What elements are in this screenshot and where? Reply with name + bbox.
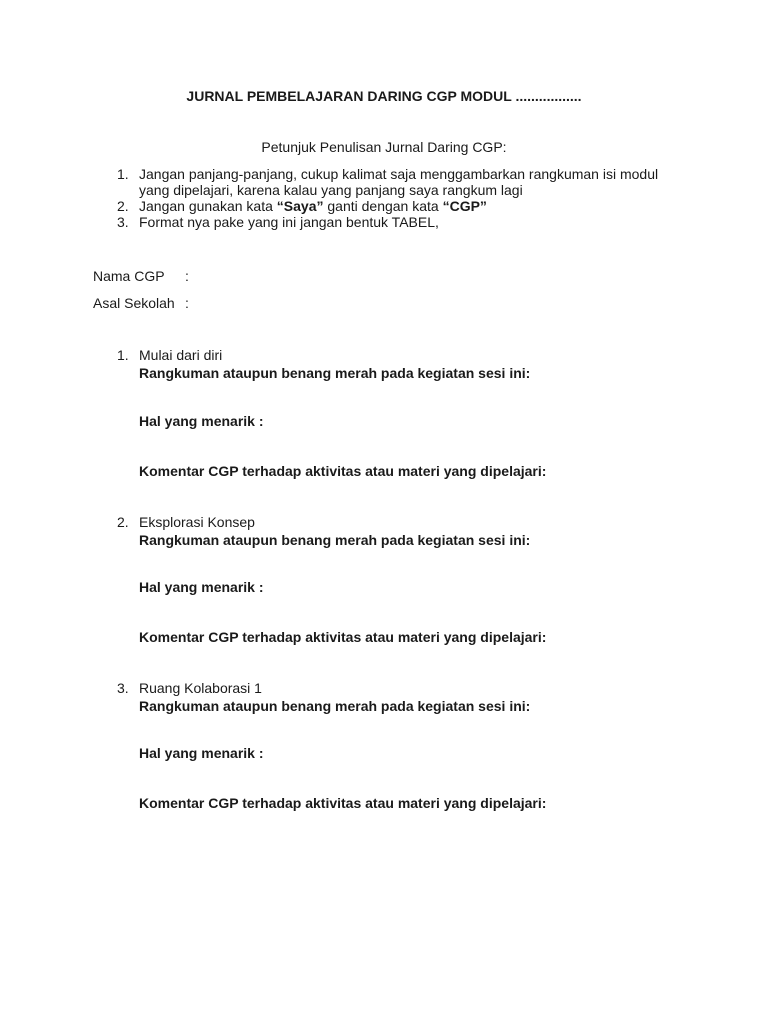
instruction-text <box>139 166 677 198</box>
section-eksplorasi-konsep <box>117 513 697 549</box>
section-number: 2. <box>117 514 129 530</box>
instruction-bold-word: “CGP” <box>442 198 487 214</box>
nama-cgp-field <box>93 268 195 284</box>
rangkuman-label: Rangkuman ataupun benang merah pada kegiatan sesi ini: <box>139 698 531 714</box>
instruction-number: 1. <box>117 166 129 182</box>
hal-menarik-label: Hal yang menarik : <box>139 745 264 761</box>
komentar-label: Komentar CGP terhadap aktivitas atau materi yang dipelajari: <box>139 463 547 479</box>
instructions-list <box>117 166 677 230</box>
section-title: Eksplorasi Konsep <box>139 514 255 530</box>
komentar-label: Komentar CGP terhadap aktivitas atau materi yang dipelajari: <box>139 795 547 811</box>
section-heading <box>117 679 697 697</box>
instruction-item <box>117 166 677 198</box>
instruction-text: Format nya pake yang ini jangan bentuk TABEL, <box>139 214 439 230</box>
section-number: 3. <box>117 680 129 696</box>
instruction-text <box>139 198 677 214</box>
section-number: 1. <box>117 347 129 363</box>
asal-sekolah-field <box>93 295 195 311</box>
section-heading <box>117 513 697 531</box>
section-title: Mulai dari diri <box>139 347 223 363</box>
field-colon: : <box>185 268 189 284</box>
instruction-text-part: ganti dengan kata <box>323 198 443 214</box>
instruction-item <box>117 214 677 230</box>
section-mulai-dari-diri <box>117 346 697 382</box>
rangkuman-label: Rangkuman ataupun benang merah pada kegiatan sesi ini: <box>139 365 531 381</box>
instruction-number: 2. <box>117 198 129 214</box>
instruction-text-part: Jangan gunakan kata <box>139 198 277 214</box>
hal-menarik-label: Hal yang menarik : <box>139 413 264 429</box>
hal-menarik-label: Hal yang menarik : <box>139 579 264 595</box>
field-colon: : <box>185 295 189 311</box>
section-heading <box>117 346 697 364</box>
document-title: JURNAL PEMBELAJARAN DARING CGP MODUL ................. <box>186 88 582 104</box>
instruction-item <box>117 198 677 214</box>
instruction-number: 3. <box>117 214 129 230</box>
instruction-line: Jangan panjang-panjang, cukup kalimat saja menggambarkan rangkuman isi modul <box>139 166 659 182</box>
asal-sekolah-label: Asal Sekolah <box>93 295 175 311</box>
rangkuman-label: Rangkuman ataupun benang merah pada kegiatan sesi ini: <box>139 532 531 548</box>
section-ruang-kolaborasi <box>117 679 697 715</box>
komentar-label: Komentar CGP terhadap aktivitas atau materi yang dipelajari: <box>139 629 547 645</box>
instruction-line: yang dipelajari, karena kalau yang panjang saya rangkum lagi <box>139 182 523 198</box>
nama-cgp-label: Nama CGP <box>93 268 165 284</box>
section-title: Ruang Kolaborasi 1 <box>139 680 262 696</box>
instruction-bold-word: “Saya” <box>276 198 324 214</box>
instructions-heading: Petunjuk Penulisan Jurnal Daring CGP: <box>261 139 507 155</box>
